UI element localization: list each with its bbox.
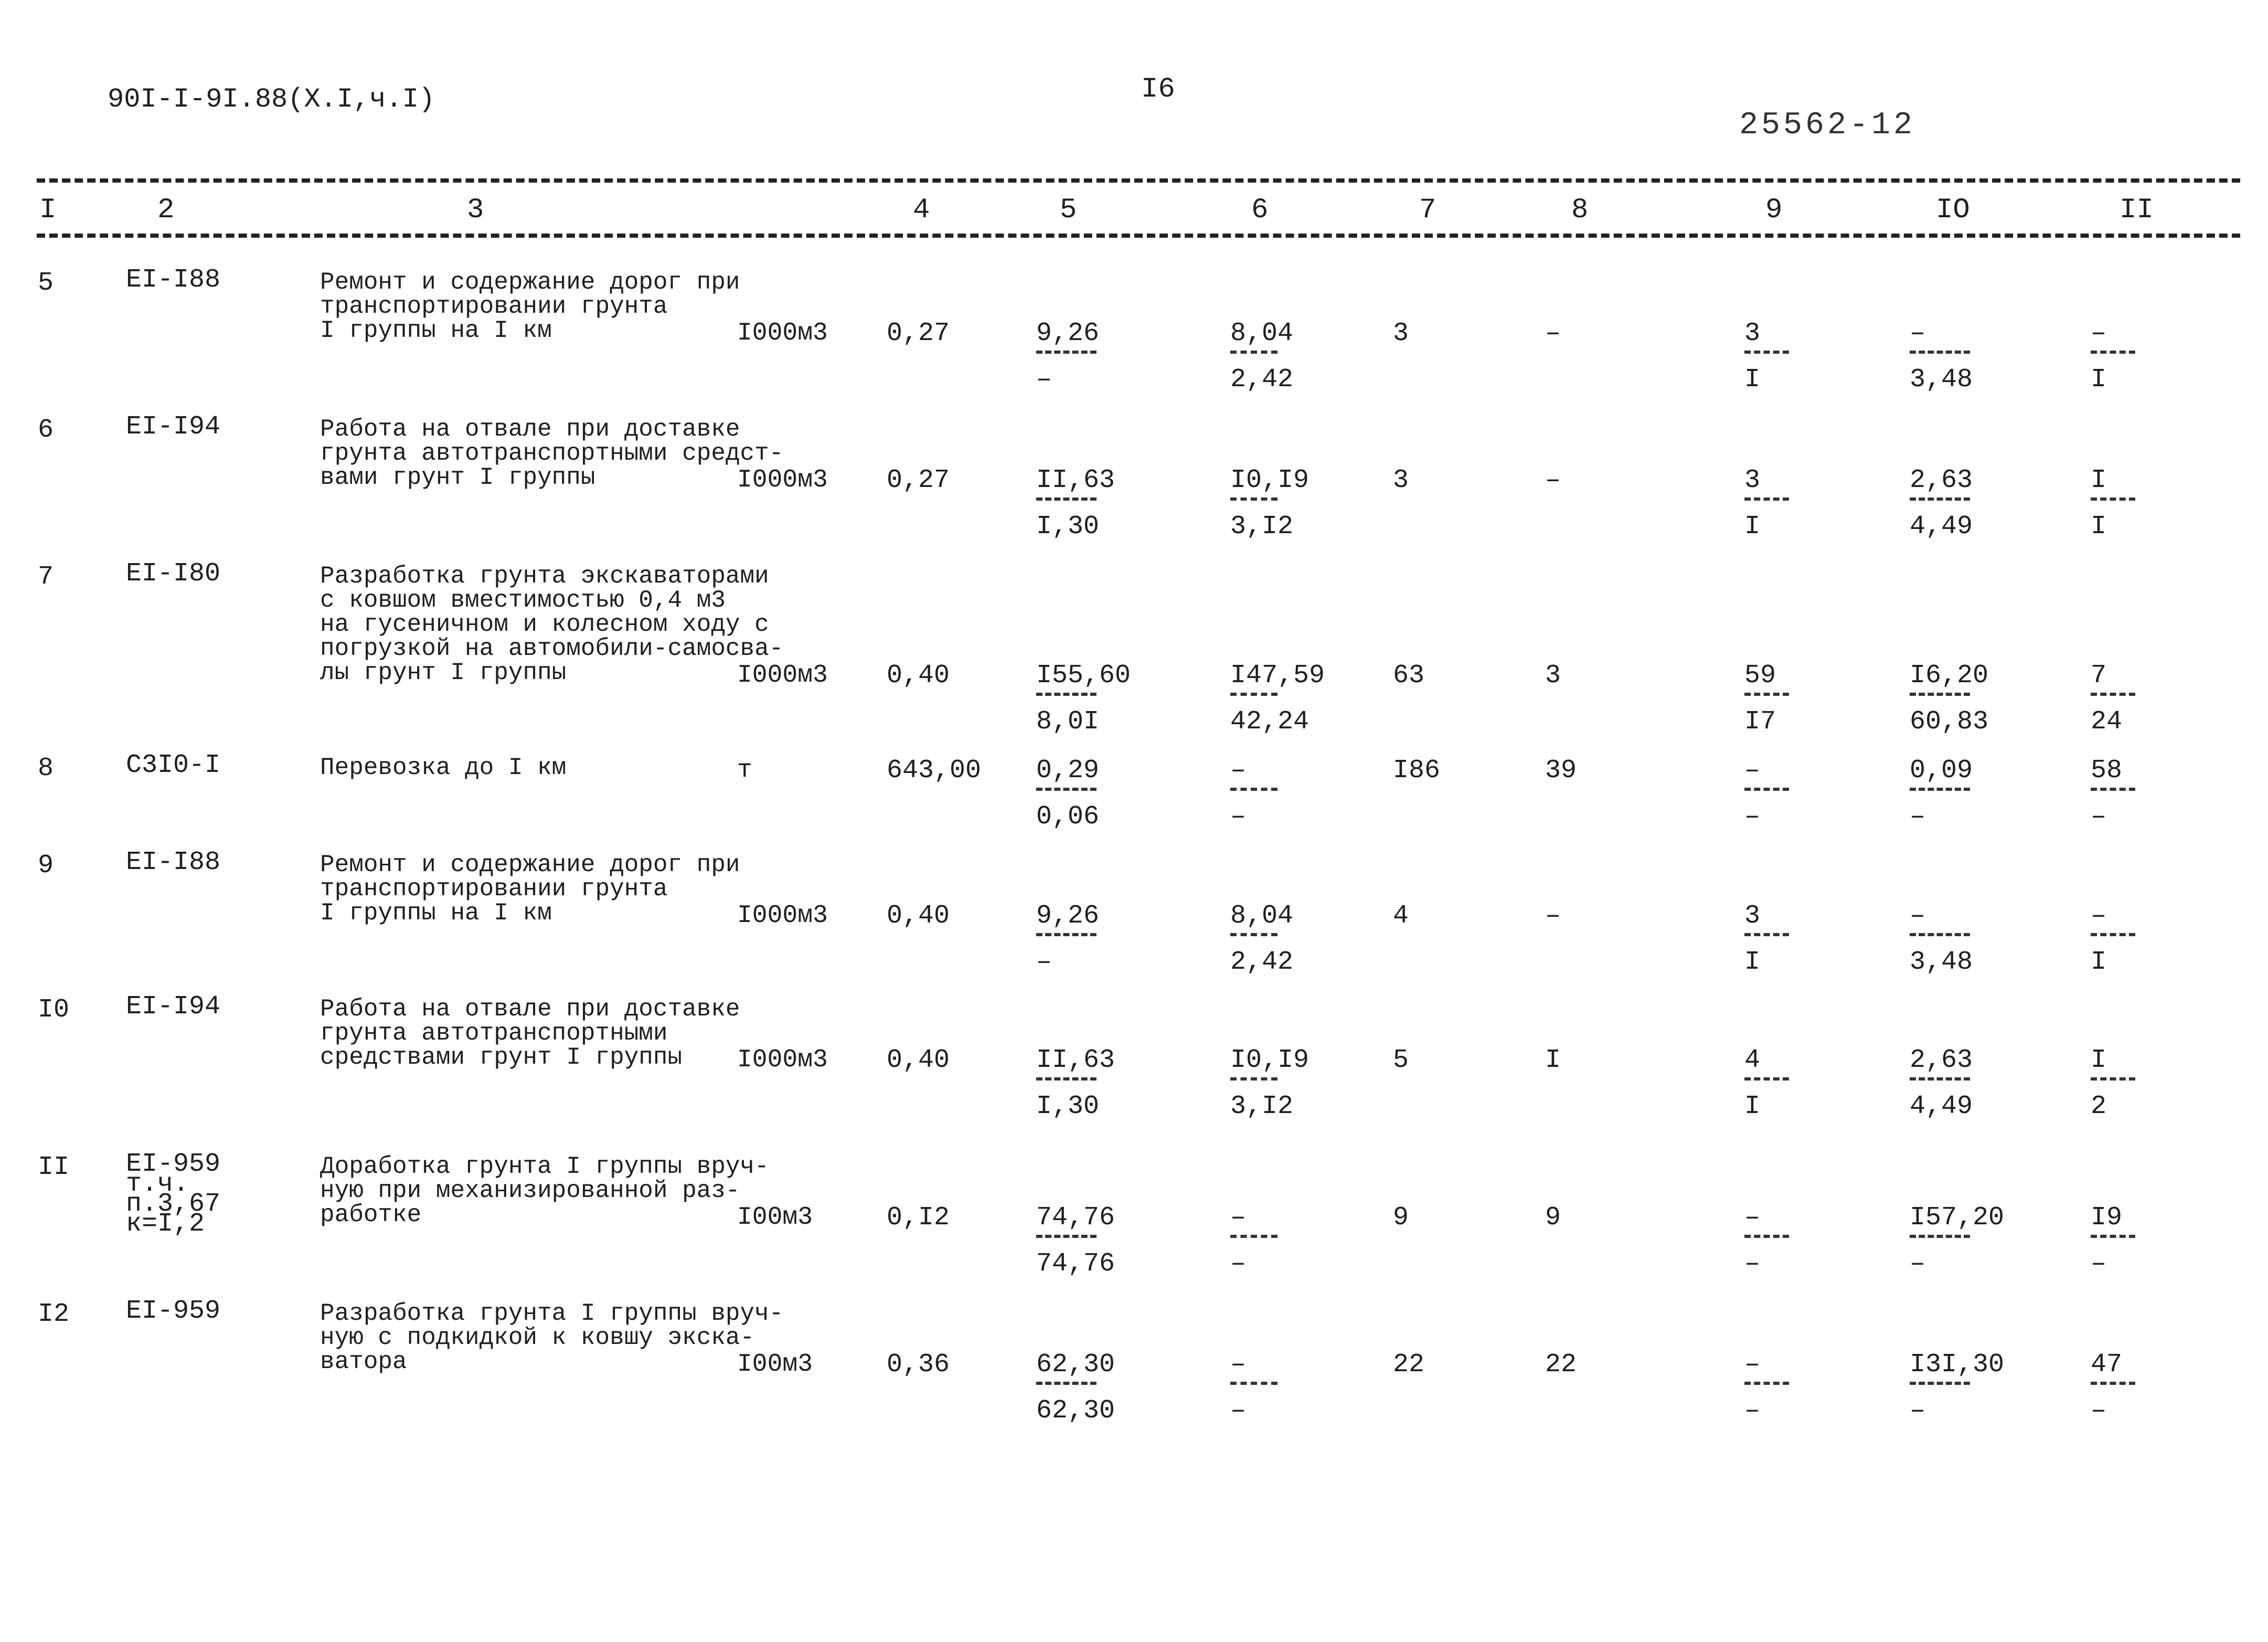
col-6-bottom-value: – (1230, 802, 1247, 832)
col-5-fraction-line (1036, 1077, 1096, 1080)
col-8-value: 3 (1545, 661, 1561, 691)
col-11-top-value: – (2091, 901, 2107, 931)
col-9-fraction-line (1744, 351, 1789, 354)
col-8-value: – (1545, 901, 1561, 931)
norm-code: С3I0-I (126, 750, 221, 780)
unit-of-measure: I00м3 (737, 1203, 813, 1232)
col-10-bottom-value: 4,49 (1910, 1092, 1973, 1121)
work-description: Ремонт и содержание дорог при транспортировании грунта I группы на I км (320, 269, 740, 344)
norm-code: EI-I94 (126, 412, 221, 442)
col-9-top-value: 59 (1744, 661, 1776, 691)
col-5-top-value: 62,30 (1036, 1350, 1115, 1380)
norm-code: EI-I80 (126, 559, 221, 589)
col-5-top-value: I55,60 (1036, 661, 1131, 691)
work-description: Доработка грунта I группы вруч- ную при механизированной раз- работке (320, 1153, 769, 1228)
col-11-top-value: 7 (2091, 661, 2107, 691)
col-10-top-value: I57,20 (1910, 1203, 2005, 1233)
col-10-fraction-line (1910, 1077, 1970, 1080)
work-description: Ремонт и содержание дорог при транспортировании грунта I группы на I км (320, 851, 740, 927)
col-6-top-value: I0,I9 (1230, 465, 1309, 495)
col-9-fraction-line (1744, 933, 1789, 936)
col-11-bottom-value: I (2091, 512, 2107, 542)
unit-of-measure: I000м3 (737, 661, 828, 690)
column-header-7: 7 (1419, 194, 1436, 226)
row-number: I0 (38, 995, 70, 1025)
col-6-top-value: – (1230, 1203, 1247, 1233)
col-10-fraction-line (1910, 693, 1970, 696)
col-7-value: 5 (1393, 1045, 1409, 1075)
col-11-top-value: I (2091, 465, 2107, 495)
col-6-top-value: 8,04 (1230, 901, 1294, 931)
col-10-fraction-line (1910, 1235, 1970, 1238)
col-10-fraction-line (1910, 351, 1970, 354)
col-11-bottom-value: – (2091, 802, 2107, 832)
document-code: 90I-I-9I.88(X.I,ч.I) (108, 84, 435, 115)
col-6-bottom-value: 3,I2 (1230, 1092, 1294, 1121)
unit-of-measure: т (737, 756, 752, 785)
col-11-fraction-line (2091, 497, 2135, 501)
col-9-bottom-value: – (1744, 802, 1761, 832)
col-10-fraction-line (1910, 497, 1970, 501)
sheet-number: 25562-12 (1739, 108, 1916, 143)
col-7-value: I86 (1393, 756, 1441, 786)
col-6-fraction-line (1230, 693, 1277, 696)
col-5-top-value: II,63 (1036, 1045, 1115, 1075)
col-6-bottom-value: 2,42 (1230, 947, 1294, 977)
col-10-bottom-value: 60,83 (1910, 707, 1989, 737)
col-9-bottom-value: I7 (1744, 707, 1776, 737)
col-9-bottom-value: I (1744, 365, 1761, 395)
col-5-bottom-value: 74,76 (1036, 1249, 1115, 1279)
col-11-fraction-line (2091, 693, 2135, 696)
col-9-bottom-value: I (1744, 1092, 1761, 1121)
col-5-bottom-value: – (1036, 365, 1052, 395)
col-10-fraction-line (1910, 788, 1970, 791)
col-10-bottom-value: 3,48 (1910, 365, 1973, 395)
norm-code: EI-I94 (126, 992, 221, 1022)
col-11-bottom-value: 24 (2091, 707, 2123, 737)
column-header-3: 3 (467, 194, 484, 226)
quantity: 0,36 (887, 1350, 950, 1380)
col-6-fraction-line (1230, 497, 1277, 501)
quantity: 0,I2 (887, 1203, 950, 1233)
work-description: Разработка грунта I группы вруч- ную с подкидкой к ковшу экска- ватора (320, 1300, 784, 1375)
col-5-top-value: 74,76 (1036, 1203, 1115, 1233)
work-description: Перевозка до I км (320, 754, 567, 781)
col-5-fraction-line (1036, 497, 1096, 501)
col-6-fraction-line (1230, 933, 1277, 936)
col-8-value: – (1545, 319, 1561, 348)
norm-code: EI-I88 (126, 848, 221, 877)
unit-of-measure: I000м3 (737, 319, 828, 347)
col-9-bottom-value: I (1744, 512, 1761, 542)
col-10-top-value: I6,20 (1910, 661, 1989, 691)
column-header-4: 4 (913, 194, 930, 226)
column-header-11: II (2120, 194, 2154, 226)
col-9-top-value: – (1744, 1203, 1761, 1233)
unit-of-measure: I000м3 (737, 1046, 828, 1074)
col-6-fraction-line (1230, 1077, 1277, 1080)
col-11-top-value: 47 (2091, 1350, 2123, 1380)
header-top-rule (37, 178, 2240, 183)
col-5-bottom-value: – (1036, 947, 1052, 977)
col-9-bottom-value: I (1744, 947, 1761, 977)
col-6-top-value: I47,59 (1230, 661, 1325, 691)
unit-of-measure: I000м3 (737, 466, 828, 494)
col-5-fraction-line (1036, 933, 1096, 936)
col-5-top-value: 9,26 (1036, 901, 1100, 931)
unit-of-measure: I00м3 (737, 1350, 813, 1379)
quantity: 0,27 (887, 465, 950, 495)
col-10-top-value: 2,63 (1910, 1045, 1973, 1075)
col-10-top-value: – (1910, 901, 1926, 931)
col-11-fraction-line (2091, 1077, 2135, 1080)
col-9-fraction-line (1744, 1235, 1789, 1238)
col-11-bottom-value: – (2091, 1249, 2107, 1279)
col-10-top-value: 2,63 (1910, 465, 1973, 495)
col-7-value: 22 (1393, 1350, 1425, 1380)
quantity: 0,40 (887, 1045, 950, 1075)
row-number: 8 (38, 754, 54, 783)
col-6-bottom-value: – (1230, 1249, 1247, 1279)
col-9-fraction-line (1744, 693, 1789, 696)
col-5-fraction-line (1036, 1382, 1096, 1385)
col-5-bottom-value: 8,0I (1036, 707, 1100, 737)
col-6-bottom-value: 3,I2 (1230, 512, 1294, 542)
col-7-value: 63 (1393, 661, 1425, 691)
col-7-value: 3 (1393, 319, 1409, 348)
col-11-top-value: – (2091, 319, 2107, 348)
col-5-top-value: 0,29 (1036, 756, 1100, 786)
col-5-bottom-value: I,30 (1036, 512, 1100, 542)
col-6-bottom-value: – (1230, 1396, 1247, 1426)
col-6-fraction-line (1230, 1235, 1277, 1238)
quantity: 643,00 (887, 756, 982, 786)
col-9-bottom-value: – (1744, 1249, 1761, 1279)
column-header-9: 9 (1765, 194, 1783, 226)
col-7-value: 9 (1393, 1203, 1409, 1233)
quantity: 0,40 (887, 901, 950, 931)
header-bottom-rule (37, 234, 2240, 238)
quantity: 0,40 (887, 661, 950, 691)
col-6-bottom-value: 2,42 (1230, 365, 1294, 395)
col-5-bottom-value: 62,30 (1036, 1396, 1115, 1426)
work-description: Работа на отвале при доставке грунта автотранспортными средст- вами грунт I группы (320, 416, 784, 491)
unit-of-measure: I000м3 (737, 902, 828, 930)
col-5-fraction-line (1036, 788, 1096, 791)
col-10-fraction-line (1910, 933, 1970, 936)
col-11-fraction-line (2091, 1235, 2135, 1238)
col-10-bottom-value: 3,48 (1910, 947, 1973, 977)
col-8-value: 9 (1545, 1203, 1561, 1233)
col-5-fraction-line (1036, 351, 1096, 354)
col-5-bottom-value: I,30 (1036, 1092, 1100, 1121)
row-number: I2 (38, 1299, 70, 1329)
col-6-fraction-line (1230, 351, 1277, 354)
col-11-fraction-line (2091, 351, 2135, 354)
col-9-fraction-line (1744, 497, 1789, 501)
col-11-top-value: I (2091, 1045, 2107, 1075)
col-9-fraction-line (1744, 788, 1789, 791)
col-5-fraction-line (1036, 1235, 1096, 1238)
col-9-top-value: 3 (1744, 465, 1761, 495)
col-10-top-value: – (1910, 319, 1926, 348)
col-6-fraction-line (1230, 788, 1277, 791)
col-10-bottom-value: – (1910, 1249, 1926, 1279)
norm-code: EI-I88 (126, 265, 221, 295)
col-7-value: 3 (1393, 465, 1409, 495)
col-6-top-value: 8,04 (1230, 319, 1294, 348)
col-9-fraction-line (1744, 1382, 1789, 1385)
col-5-fraction-line (1036, 693, 1096, 696)
col-10-bottom-value: – (1910, 802, 1926, 832)
col-11-fraction-line (2091, 1382, 2135, 1385)
col-11-fraction-line (2091, 788, 2135, 791)
col-10-top-value: I3I,30 (1910, 1350, 2005, 1380)
col-9-top-value: 3 (1744, 319, 1761, 348)
col-11-fraction-line (2091, 933, 2135, 936)
row-number: 9 (38, 851, 54, 881)
col-6-bottom-value: 42,24 (1230, 707, 1309, 737)
col-8-value: 22 (1545, 1350, 1577, 1380)
col-10-fraction-line (1910, 1382, 1970, 1385)
col-11-top-value: I9 (2091, 1203, 2123, 1233)
col-11-bottom-value: 2 (2091, 1092, 2107, 1121)
row-number: 6 (38, 415, 54, 445)
row-number: 5 (38, 268, 54, 298)
norm-code: EI-959 т.ч. п.3,67 к=I,2 (126, 1149, 221, 1239)
col-9-top-value: 3 (1744, 901, 1761, 931)
col-5-top-value: II,63 (1036, 465, 1115, 495)
col-6-top-value: – (1230, 1350, 1247, 1380)
row-number: 7 (38, 562, 54, 592)
column-header-5: 5 (1060, 194, 1077, 226)
column-header-6: 6 (1251, 194, 1269, 226)
col-5-bottom-value: 0,06 (1036, 802, 1100, 832)
work-description: Работа на отвале при доставке грунта автотранспортными средствами грунт I группы (320, 995, 740, 1071)
col-9-bottom-value: – (1744, 1396, 1761, 1426)
col-10-top-value: 0,09 (1910, 756, 1973, 786)
col-11-top-value: 58 (2091, 756, 2123, 786)
norm-code: EI-959 (126, 1296, 221, 1326)
col-6-fraction-line (1230, 1382, 1277, 1385)
column-header-8: 8 (1571, 194, 1589, 226)
col-11-bottom-value: I (2091, 947, 2107, 977)
col-9-top-value: – (1744, 756, 1761, 786)
col-11-bottom-value: – (2091, 1396, 2107, 1426)
col-5-top-value: 9,26 (1036, 319, 1100, 348)
col-11-bottom-value: I (2091, 365, 2107, 395)
col-6-top-value: – (1230, 756, 1247, 786)
work-description: Разработка грунта экскаваторами с ковшом вместимостью 0,4 м3 на гусеничном и колесном ходу с погрузкой на автомобили-самосва- лы грунт I группы (320, 563, 784, 686)
column-header-10: IO (1936, 194, 1970, 226)
col-10-bottom-value: – (1910, 1396, 1926, 1426)
page-number: I6 (1141, 73, 1175, 105)
column-header-1: I (39, 194, 57, 226)
quantity: 0,27 (887, 319, 950, 348)
col-7-value: 4 (1393, 901, 1409, 931)
col-8-value: 39 (1545, 756, 1577, 786)
col-8-value: – (1545, 465, 1561, 495)
column-header-2: 2 (157, 194, 175, 226)
col-6-top-value: I0,I9 (1230, 1045, 1309, 1075)
col-9-top-value: – (1744, 1350, 1761, 1380)
col-9-top-value: 4 (1744, 1045, 1761, 1075)
row-number: II (38, 1152, 70, 1182)
col-9-fraction-line (1744, 1077, 1789, 1080)
col-8-value: I (1545, 1045, 1561, 1075)
col-10-bottom-value: 4,49 (1910, 512, 1973, 542)
